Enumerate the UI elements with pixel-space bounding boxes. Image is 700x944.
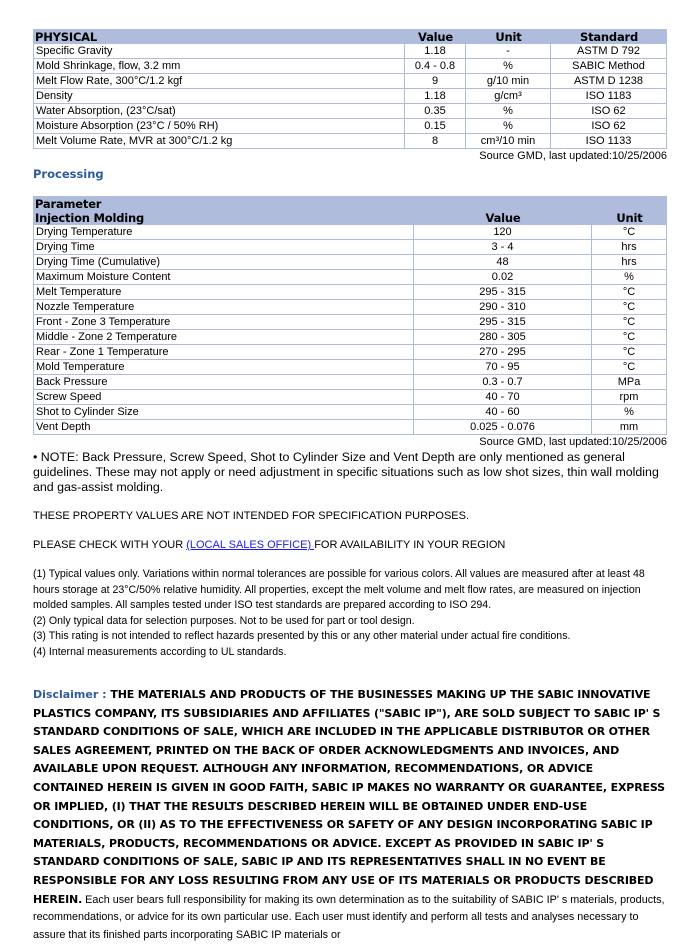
processing-table-row-cell: 3 - 4 [414, 240, 592, 255]
physical-table-row-cell: - [466, 44, 551, 59]
processing-table-row-cell: Maximum Moisture Content [33, 270, 414, 285]
processing-table-row [33, 330, 667, 345]
processing-table-row-cell: rpm [592, 390, 667, 405]
physical-table-row [33, 119, 667, 134]
guidelines-note: • NOTE: Back Pressure, Screw Speed, Shot to Cylinder Size and Vent Depth are only mentioned as general guidelines. These may not apply or need adjustment in specific situations such as low shot sizes, thin wall molding and gas-assist molding. [33, 450, 659, 494]
processing-table-row [33, 360, 667, 375]
processing-table-row-cell: °C [592, 300, 667, 315]
processing-table-row-cell: Vent Depth [33, 420, 414, 435]
physical-table-row [33, 59, 667, 74]
processing-table-row-cell: Middle - Zone 2 Temperature [33, 330, 414, 345]
processing-table-row-cell: 0.025 - 0.076 [414, 420, 592, 435]
processing-table-row-cell: °C [592, 360, 667, 375]
local-sales-office-link[interactable]: (LOCAL SALES OFFICE) [186, 539, 315, 551]
physical-table-row-cell: ISO 1183 [551, 89, 667, 104]
physical-table-row-cell: ISO 62 [551, 104, 667, 119]
processing-table-row-cell: 40 - 70 [414, 390, 592, 405]
physical-table-row-cell: g/cm³ [466, 89, 551, 104]
physical-table-row-cell: ISO 62 [551, 119, 667, 134]
processing-table-body [33, 225, 667, 435]
processing-header-unit: Unit [592, 211, 667, 225]
availability-text-before: PLEASE CHECK WITH YOUR [33, 539, 187, 551]
processing-table-row-cell: 40 - 60 [414, 405, 592, 420]
processing-table-row-cell: 70 - 95 [414, 360, 592, 375]
physical-header-unit: Unit [466, 29, 551, 44]
processing-table-row [33, 390, 667, 405]
physical-table-row-cell: cm³/10 min [466, 134, 551, 149]
footnotes [33, 567, 667, 660]
processing-table-row-cell: °C [592, 345, 667, 360]
processing-table-row [33, 420, 667, 435]
processing-table-row-cell: Rear - Zone 1 Temperature [33, 345, 414, 360]
datasheet-page [33, 29, 667, 944]
physical-table-row [33, 104, 667, 119]
physical-table-row-cell: Density [33, 89, 405, 104]
processing-table-row-cell: 0.3 - 0.7 [414, 375, 592, 390]
physical-table-row-cell: 1.18 [405, 44, 466, 59]
physical-table-row-cell: % [466, 104, 551, 119]
physical-table-row-cell: Mold Shrinkage, flow, 3.2 mm [33, 59, 405, 74]
disclaimer [33, 686, 667, 944]
processing-section-title: Processing [33, 167, 104, 181]
physical-table-row-cell: Melt Volume Rate, MVR at 300°C/1.2 kg [33, 134, 405, 149]
processing-table-row-cell: Melt Temperature [33, 285, 414, 300]
footnote-1: (1) Typical values only. Variations within normal tolerances are possible for various colors. All values are measured after at least 48 hours storage at 23°C/50% relative humidity. All properties, except the melt volume and melt flow rates, are measured on injection molded samples. All samples tested under ISO test standards are prepared according to ISO 294. [33, 568, 645, 611]
processing-table-row-cell: Back Pressure [33, 375, 414, 390]
physical-table-row [33, 44, 667, 59]
physical-table-row-cell: % [466, 59, 551, 74]
processing-table-row-cell: % [592, 270, 667, 285]
physical-table-row-cell: Specific Gravity [33, 44, 405, 59]
processing-table-row [33, 225, 667, 240]
processing-table-row-cell: hrs [592, 240, 667, 255]
processing-table-row-cell: 290 - 310 [414, 300, 592, 315]
processing-table-row-cell: MPa [592, 375, 667, 390]
processing-table-row-cell: Nozzle Temperature [33, 300, 414, 315]
physical-header-row [33, 29, 667, 44]
physical-table-row-cell: 8 [405, 134, 466, 149]
footnote-4: (4) Internal measurements according to UL standards. [33, 645, 287, 658]
processing-table-row-cell: 295 - 315 [414, 315, 592, 330]
processing-table-row-cell: °C [592, 330, 667, 345]
processing-table-row [33, 315, 667, 330]
physical-table-row-cell: 0.4 - 0.8 [405, 59, 466, 74]
physical-table-row-cell: 0.35 [405, 104, 466, 119]
disclaimer-body-text: Each user bears full responsibility for making its own determination as to the suitability of SABIC IP' s materials, products, recommendations, or advice for its own particular use. Each user must identify and perform all tests and analyses necessary to assure that its finished parts incorporating SABIC IP materials or [33, 893, 665, 941]
disclaimer-caps-text: THE MATERIALS AND PRODUCTS OF THE BUSINESSES MAKING UP THE SABIC INNOVATIVE PLASTICS COMPANY, ITS SUBSIDIARIES AND AFFILIATES ("SABIC IP"), ARE SOLD SUBJECT TO SABIC IP' S STANDARD CONDITIONS OF SALE, WHICH ARE INCLUDED IN THE APPLICABLE DISTRIBUTOR OR OTHER SALES AGREEMENT, PRINTED ON THE BACK OF ORDER ACKNOWLEDGMENTS AND INVOICES, AND AVAILABLE UPON REQUEST. ALTHOUGH ANY INFORMATION, RECOMMENDATIONS, OR ADVICE CONTAINED HEREIN IS GIVEN IN GOOD FAITH, SABIC IP MAKES NO WARRANTY OR GUARANTEE, EXPRESS OR IMPLIED, (I) THAT THE RESULTS DESCRIBED HEREIN WILL BE OBTAINED UNDER END-USE CONDITIONS, OR (II) AS TO THE EFFECTIVENESS OR SAFETY OF ANY DESIGN INCORPORATING SABIC IP MATERIALS, PRODUCTS, RECOMMENDATIONS OR ADVICE. EXCEPT AS PROVIDED IN SABIC IP' S STANDARD CONDITIONS OF SALE, SABIC IP AND ITS REPRESENTATIVES SHALL IN NO EVENT BE RESPONSIBLE FOR ANY LOSS RESULTING FROM ANY USE OF ITS MATERIALS OR PRODUCTS DESCRIBED HEREIN. [33, 688, 665, 906]
processing-table [33, 196, 667, 435]
processing-table-row [33, 240, 667, 255]
physical-table-row-cell: SABIC Method [551, 59, 667, 74]
processing-source-note: Source GMD, last updated:10/25/2006 [479, 436, 667, 448]
processing-table-row-cell: °C [592, 225, 667, 240]
processing-table-row-cell: °C [592, 315, 667, 330]
processing-table-row [33, 375, 667, 390]
physical-table-row-cell: ASTM D 792 [551, 44, 667, 59]
processing-table-row-cell: hrs [592, 255, 667, 270]
processing-table-row-cell: 280 - 305 [414, 330, 592, 345]
processing-header-value: Value [414, 211, 592, 225]
processing-table-row-cell: % [592, 405, 667, 420]
physical-properties-table [33, 29, 667, 149]
physical-table-row-cell: ASTM D 1238 [551, 74, 667, 89]
physical-table-row-cell: Water Absorption, (23°C/sat) [33, 104, 405, 119]
processing-table-row [33, 405, 667, 420]
processing-table-row-cell: Screw Speed [33, 390, 414, 405]
processing-table-row-cell: mm [592, 420, 667, 435]
processing-header-parameter: Parameter [33, 196, 667, 211]
physical-header-value: Value [405, 29, 466, 44]
availability-text-after: FOR AVAILABILITY IN YOUR REGION [314, 539, 506, 551]
processing-table-row-cell: Mold Temperature [33, 360, 414, 375]
physical-table-row-cell: 0.15 [405, 119, 466, 134]
processing-table-row [33, 285, 667, 300]
physical-table-row [33, 89, 667, 104]
processing-table-row-cell: Front - Zone 3 Temperature [33, 315, 414, 330]
processing-table-row [33, 270, 667, 285]
processing-table-row-cell: 270 - 295 [414, 345, 592, 360]
physical-table-row [33, 74, 667, 89]
processing-table-row-cell: Drying Time (Cumulative) [33, 255, 414, 270]
physical-source-note: Source GMD, last updated:10/25/2006 [479, 150, 667, 162]
physical-header-property: PHYSICAL [33, 29, 405, 44]
physical-table-row-cell: % [466, 119, 551, 134]
processing-table-row [33, 300, 667, 315]
processing-table-row-cell: 0.02 [414, 270, 592, 285]
processing-table-row-cell: Shot to Cylinder Size [33, 405, 414, 420]
physical-table-body [33, 44, 667, 149]
processing-table-row-cell: Drying Time [33, 240, 414, 255]
processing-header-row-top [33, 196, 667, 211]
processing-table-row-cell: 48 [414, 255, 592, 270]
physical-table-row-cell: Melt Flow Rate, 300°C/1.2 kgf [33, 74, 405, 89]
footnote-2: (2) Only typical data for selection purposes. Not to be used for part or tool design. [33, 614, 415, 627]
processing-table-row-cell: 120 [414, 225, 592, 240]
processing-header-injection-molding: Injection Molding [33, 211, 414, 225]
physical-table-row-cell: 1.18 [405, 89, 466, 104]
physical-table-row-cell: Moisture Absorption (23°C / 50% RH) [33, 119, 405, 134]
footnote-3: (3) This rating is not intended to reflect hazards presented by this or any other material under actual fire conditions. [33, 630, 571, 642]
physical-table-row-cell: ISO 1133 [551, 134, 667, 149]
availability-notice [33, 538, 667, 553]
processing-header-row [33, 211, 667, 225]
specification-notice: THESE PROPERTY VALUES ARE NOT INTENDED FOR SPECIFICATION PURPOSES. [33, 510, 470, 522]
processing-table-row-cell: 295 - 315 [414, 285, 592, 300]
physical-table-row-cell: g/10 min [466, 74, 551, 89]
disclaimer-label: Disclaimer : [33, 688, 111, 701]
physical-table-row [33, 134, 667, 149]
physical-header-standard: Standard [551, 29, 667, 44]
processing-table-row [33, 255, 667, 270]
processing-table-row-cell: Drying Temperature [33, 225, 414, 240]
processing-table-row-cell: °C [592, 285, 667, 300]
processing-table-row [33, 345, 667, 360]
physical-table-row-cell: 9 [405, 74, 466, 89]
